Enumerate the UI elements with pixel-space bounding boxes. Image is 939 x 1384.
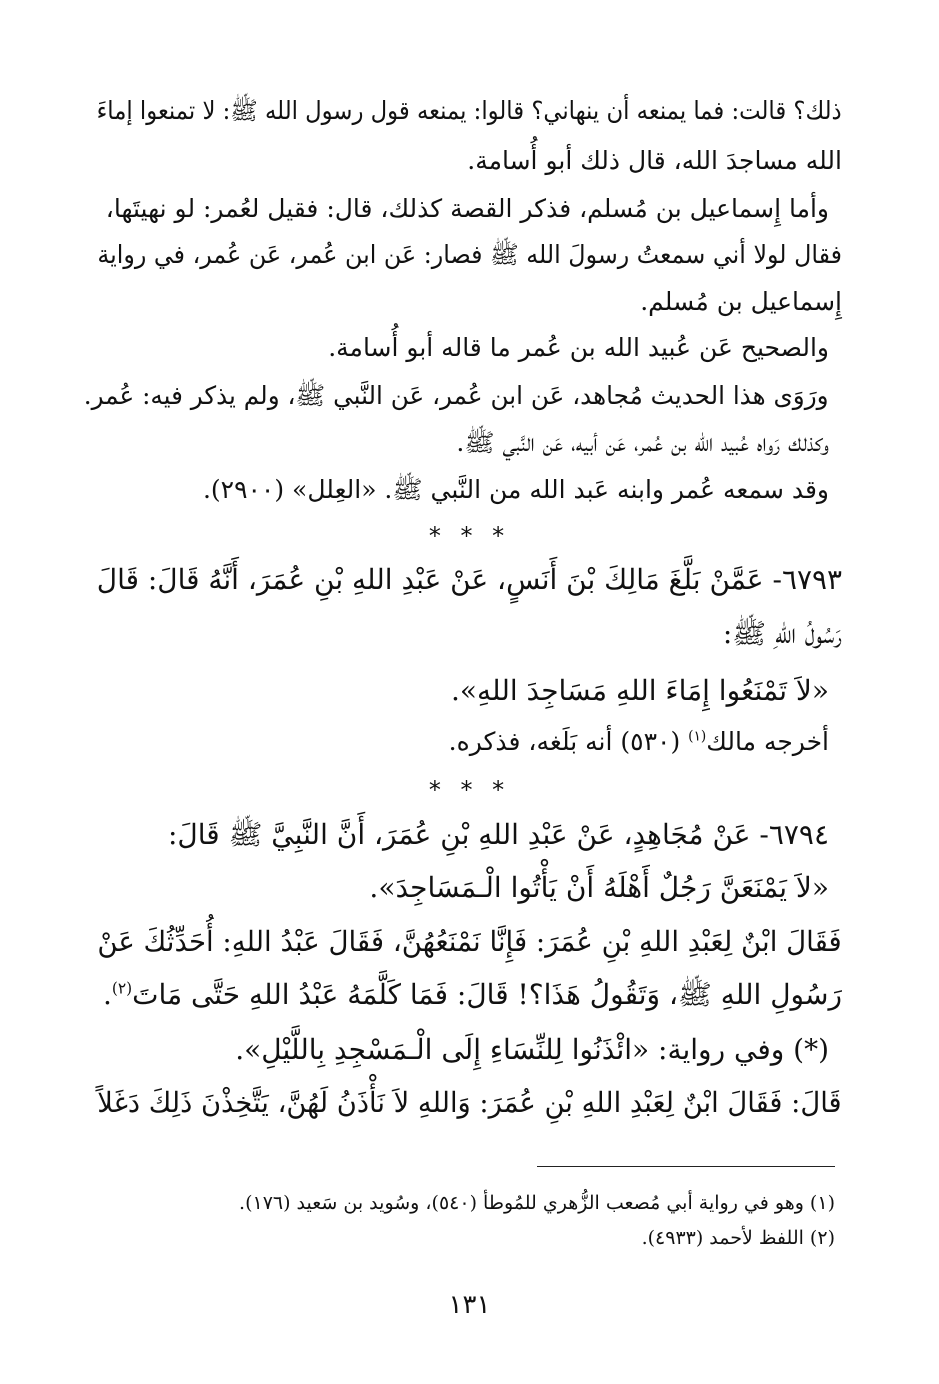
footnote-divider: [537, 1166, 835, 1167]
line-end-period: .: [102, 978, 112, 1011]
text-line-9: وقد سمعه عُمر وابنه عَبد الله من النَّبي ﷺ. «العِلل» (٢٩٠٠).: [202, 475, 829, 504]
hadith-6793-line-2: رَسُولُ اللهِ ﷺ:: [722, 617, 842, 650]
footnote-marker-1: (١): [688, 728, 707, 745]
footnote-2: (٢) اللفظ لأحمد (٤٩٣٣).: [641, 1227, 835, 1249]
text-line-4: فقال لولا أني سمعتُ رسولَ الله ﷺ فصار: عَن ابن عُمر، عَن عُمر، في رواية: [97, 240, 842, 269]
hadith-6794-line-4: [103, 978, 842, 1012]
hadith-6793-takhrij: [449, 727, 829, 757]
text-line-7: ورَوَى هذا الحديث مُجاهد، عَن ابن عُمر، عَن النَّبي ﷺ، ولم يذكر فيه: عُمر.: [84, 381, 829, 410]
text-line-3: وأما إِسماعيل بن مُسلم، فذكر القصة كذلك، قال: فقيل لعُمر: لو نهيتَها،: [105, 194, 829, 223]
text-line-5: إِسماعيل بن مُسلم.: [640, 287, 842, 316]
footnote-1: (١) وهو في رواية أبي مُصعب الزُّهري للمُوطأ (٥٤٠)، وسُويد بن سَعيد (١٧٦).: [239, 1192, 835, 1214]
takhrij-rest: (٥٣٠) أنه بَلَغه، فذكره.: [448, 727, 681, 756]
text-line-1: ذلك؟ قالت: فما يمنعه أن ينهاني؟ قالوا: يمنعه قول رسول الله ﷺ: لا تمنعوا إماءَ: [96, 96, 842, 125]
text-line-2: الله مساجدَ الله، قال ذلك أبو أُسامة.: [467, 146, 842, 175]
section-separator: * * *: [428, 522, 511, 550]
page-number: ١٣١: [448, 1290, 491, 1320]
hadith-6793-heading: ٦٧٩٣- عَمَّنْ بَلَّغَ مَالِكَ بْنَ أَنَسٍ، عَنْ عَبْدِ اللهِ بْنِ عُمَرَ، أَنَّهُ قَالَ: قَالَ: [96, 563, 842, 596]
footnote-marker-2: (٢): [111, 979, 133, 998]
takhrij-source: أخرجه مالك: [706, 727, 829, 756]
hadith-6794-line-3: فَقَالَ ابْنٌ لِعَبْدِ اللهِ بْنِ عُمَرَ: فَإِنَّا نَمْنَعُهُنَّ، فَقَالَ عَبْدُ اللهِ: أُحَدِّثُكَ عَنْ: [97, 925, 842, 958]
hadith-6794-riwaya: (*) وفي رواية: «ائْذَنُوا لِلنِّسَاءِ إِلَى الْـمَسْجِدِ بِاللَّيْلِ».: [235, 1033, 829, 1066]
hadith-6794-line-6: قَالَ: فَقَالَ ابْنٌ لِعَبْدِ اللهِ بْنِ عُمَرَ: وَاللهِ لاَ نَأْذَنُ لَهُنَّ، يَتَّخِذْنَ ذَلِكَ دَغَلاً: [97, 1086, 842, 1119]
hadith-6794-line-4-text: رَسُولِ اللهِ ﷺ، وَتَقُولُ هَذَا؟! قَالَ: فَمَا كَلَّمَهُ عَبْدُ اللهِ حَتَّى مَاتَ: [132, 978, 842, 1011]
hadith-6793-text: «لاَ تَمْنَعُوا إِمَاءَ اللهِ مَسَاجِدَ اللهِ».: [451, 674, 829, 707]
hadith-6794-heading: ٦٧٩٤- عَنْ مُجَاهِدٍ، عَنْ عَبْدِ اللهِ بْنِ عُمَرَ، أَنَّ النَّبِيَّ ﷺ قَالَ:: [167, 818, 829, 851]
text-line-6: والصحيح عَن عُبيد الله بن عُمر ما قاله أبو أُسامة.: [328, 333, 829, 362]
hadith-6794-text: «لاَ يَمْنَعَنَّ رَجُلٌ أَهْلَهُ أَنْ يَأْتُوا الْـمَسَاجِدَ».: [369, 871, 829, 904]
section-separator: * * *: [428, 776, 511, 804]
text-line-8: وكذلك رَواه عُبيد الله بن عُمر، عَن أبيه، عَن النَّبي ﷺ.: [456, 428, 829, 457]
